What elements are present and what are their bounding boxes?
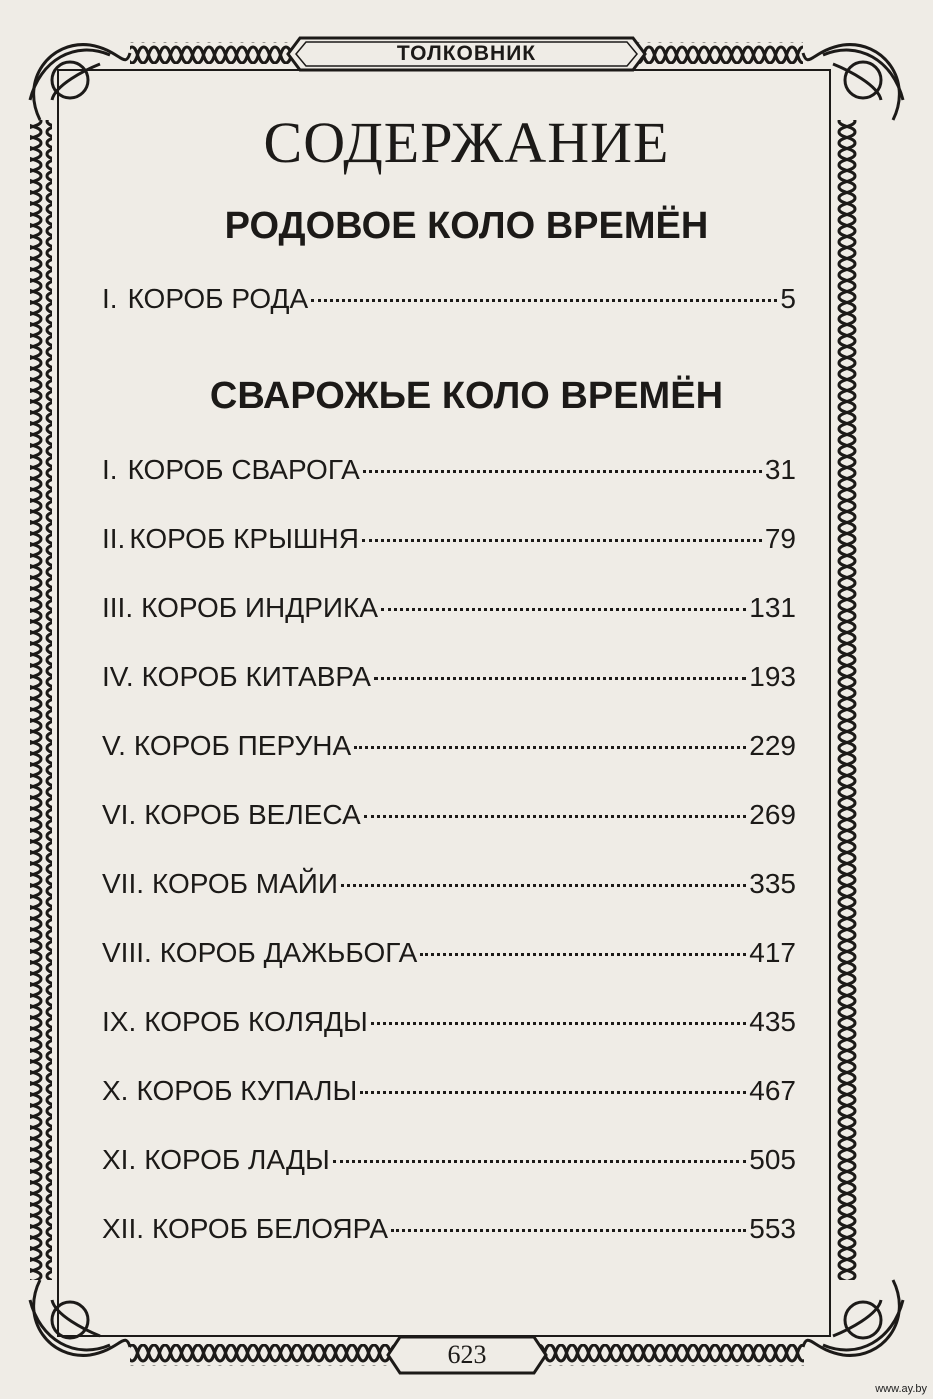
toc-entry bbox=[102, 864, 796, 904]
toc-entry-page: 31 bbox=[764, 454, 796, 485]
toc-entry bbox=[102, 726, 796, 766]
toc-entry bbox=[102, 1002, 796, 1042]
toc-leader-dots bbox=[311, 299, 777, 302]
toc-entry bbox=[102, 1071, 796, 1111]
section-heading-svarozhe: СВАРОЖЬЕ КОЛО ВРЕМЁН bbox=[209, 375, 724, 417]
toc-entry-title: КОРОБ БЕЛОЯРА bbox=[152, 1213, 389, 1244]
running-header: ТОЛКОВНИК bbox=[396, 42, 537, 65]
toc-entry-number: XII. bbox=[102, 1213, 145, 1244]
toc-entry-number: I. bbox=[102, 283, 118, 314]
toc-entry-number: IX. bbox=[102, 1006, 137, 1037]
toc-entry-page: 435 bbox=[749, 1006, 796, 1037]
toc-entry-number: VI. bbox=[102, 799, 137, 830]
page-number: 623 bbox=[447, 1340, 487, 1369]
toc-entry-title: КОРОБ КОЛЯДЫ bbox=[144, 1006, 368, 1037]
toc-entry bbox=[102, 450, 796, 490]
toc-entry-title: КОРОБ ЛАДЫ bbox=[144, 1144, 330, 1175]
toc-entry bbox=[102, 1209, 796, 1249]
toc-entry-title: КОРОБ КУПАЛЫ bbox=[136, 1075, 358, 1106]
toc-leader-dots bbox=[374, 677, 746, 680]
toc-leader-dots bbox=[360, 1091, 746, 1094]
toc-entry bbox=[102, 933, 796, 973]
toc-entry bbox=[102, 1140, 796, 1180]
toc-leader-dots bbox=[362, 539, 762, 542]
toc-leader-dots bbox=[354, 746, 746, 749]
toc-entry-title: КОРОБ ПЕРУНА bbox=[133, 730, 352, 761]
toc-entry bbox=[102, 519, 796, 559]
toc-entry-page: 229 bbox=[749, 730, 796, 761]
toc-entry-number: II. bbox=[102, 523, 126, 554]
toc-leader-dots bbox=[391, 1229, 746, 1232]
toc-entry-title: КОРОБ ДАЖЬБОГА bbox=[159, 937, 418, 968]
toc-entry-page: 131 bbox=[749, 592, 796, 623]
toc-entry bbox=[102, 588, 796, 628]
toc-entry bbox=[102, 657, 796, 697]
toc-entry-number: I. bbox=[102, 454, 118, 485]
toc-entry bbox=[102, 795, 796, 835]
toc-entry-page: 467 bbox=[749, 1075, 796, 1106]
toc-entry-title: КОРОБ ВЕЛЕСА bbox=[144, 799, 361, 830]
toc-entry-page: 417 bbox=[749, 937, 796, 968]
toc-leader-dots bbox=[364, 815, 747, 818]
toc-entry-title: КОРОБ КРЫШНЯ bbox=[129, 523, 359, 554]
toc-entry-number: X. bbox=[102, 1075, 129, 1106]
toc-entry-number: XI. bbox=[102, 1144, 137, 1175]
toc-entry-number: IV. bbox=[102, 661, 134, 692]
toc-entry-number: III. bbox=[102, 592, 134, 623]
toc-entry-title: КОРОБ РОДА bbox=[127, 283, 309, 314]
toc-entry-number: VII. bbox=[102, 868, 145, 899]
toc-entry-number: V. bbox=[102, 730, 126, 761]
toc-leader-dots bbox=[371, 1022, 746, 1025]
toc-entry bbox=[102, 279, 796, 319]
toc-entry-page: 335 bbox=[749, 868, 796, 899]
toc-entry-title: КОРОБ СВАРОГА bbox=[127, 454, 360, 485]
toc-entry-title: КОРОБ ИНДРИКА bbox=[141, 592, 378, 623]
page-title: СОДЕРЖАНИЕ bbox=[263, 110, 670, 175]
toc-leader-dots bbox=[420, 953, 746, 956]
toc-entry-number: VIII. bbox=[102, 937, 152, 968]
toc-entry-title: КОРОБ МАЙИ bbox=[152, 868, 339, 899]
toc-entry-page: 553 bbox=[749, 1213, 796, 1244]
toc-entry-page: 193 bbox=[749, 661, 796, 692]
toc-entry-page: 505 bbox=[749, 1144, 796, 1175]
section-heading-rodovoe: РОДОВОЕ КОЛО ВРЕМЁН bbox=[224, 205, 709, 247]
toc-leader-dots bbox=[363, 470, 762, 473]
toc-leader-dots bbox=[333, 1160, 747, 1163]
toc-leader-dots bbox=[381, 608, 746, 611]
toc-entry-page: 79 bbox=[764, 523, 796, 554]
toc-entry-page: 269 bbox=[749, 799, 796, 830]
watermark-text: www.ay.by bbox=[875, 1383, 927, 1395]
toc-entry-title: КОРОБ КИТАВРА bbox=[141, 661, 371, 692]
toc-entry-page: 5 bbox=[780, 283, 796, 314]
toc-leader-dots bbox=[341, 884, 746, 887]
